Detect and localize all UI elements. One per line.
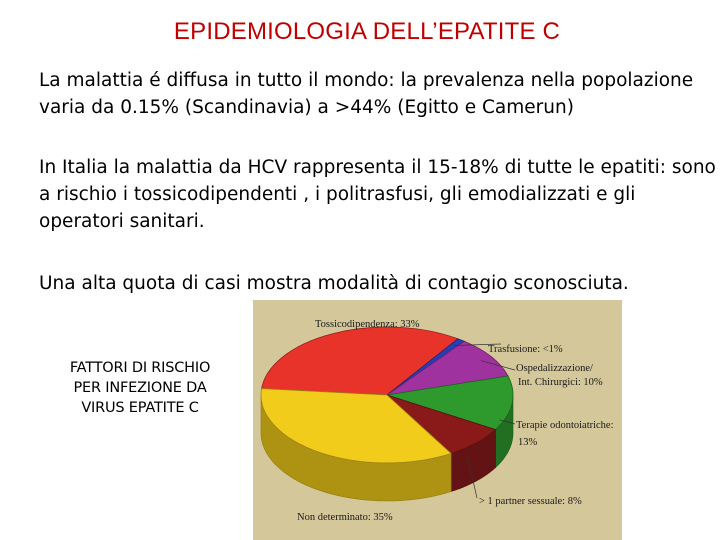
label-ospedalizzazione-2: Int. Chirurgici: 10% [518,377,603,388]
caption-line-3: VIRUS EPATITE C [81,400,199,416]
pie-slices [261,327,513,463]
label-terapie-1: Terapie odontoiatriche: [516,420,614,431]
slide-title: EPIDEMIOLOGIA DELL’EPATITE C [173,18,561,45]
caption-line-2: PER INFEZIONE DA [73,380,207,396]
label-partner: > 1 partner sessuale: 8% [479,496,582,507]
paragraph-prevalence: La malattia é diffusa in tutto il mondo: la prevalenza nella popolazione varia da 0.15% (Scandinavia) a >44% (Egitto e Camerun) [39,70,694,118]
label-trasfusione: Trasfusione: <1% [488,344,563,355]
label-terapie-2: 13% [518,437,538,448]
risk-factors-caption [55,358,225,418]
paragraph-italy: In Italia la malattia da HCV rappresenta il 15-18% di tutte le epatiti: sono a rischio i tossicodipendenti , i politrasfusi, gli emodializzati e gli operatori sanitari. [39,157,716,232]
label-ospedalizzazione-1: Ospedalizzazione/ [516,363,593,374]
risk-factors-pie-chart [253,300,622,540]
caption-line-1: FATTORI DI RISCHIO [69,360,211,376]
pie-chart-svg [253,300,622,540]
label-tossicodipendenza: Tossicodipendenza: 33% [315,319,420,330]
label-non-determinato: Non determinato: 35% [297,512,393,523]
paragraph-unknown-contagion: Una alta quota di casi mostra modalità di contagio sconosciuta. [39,273,629,294]
